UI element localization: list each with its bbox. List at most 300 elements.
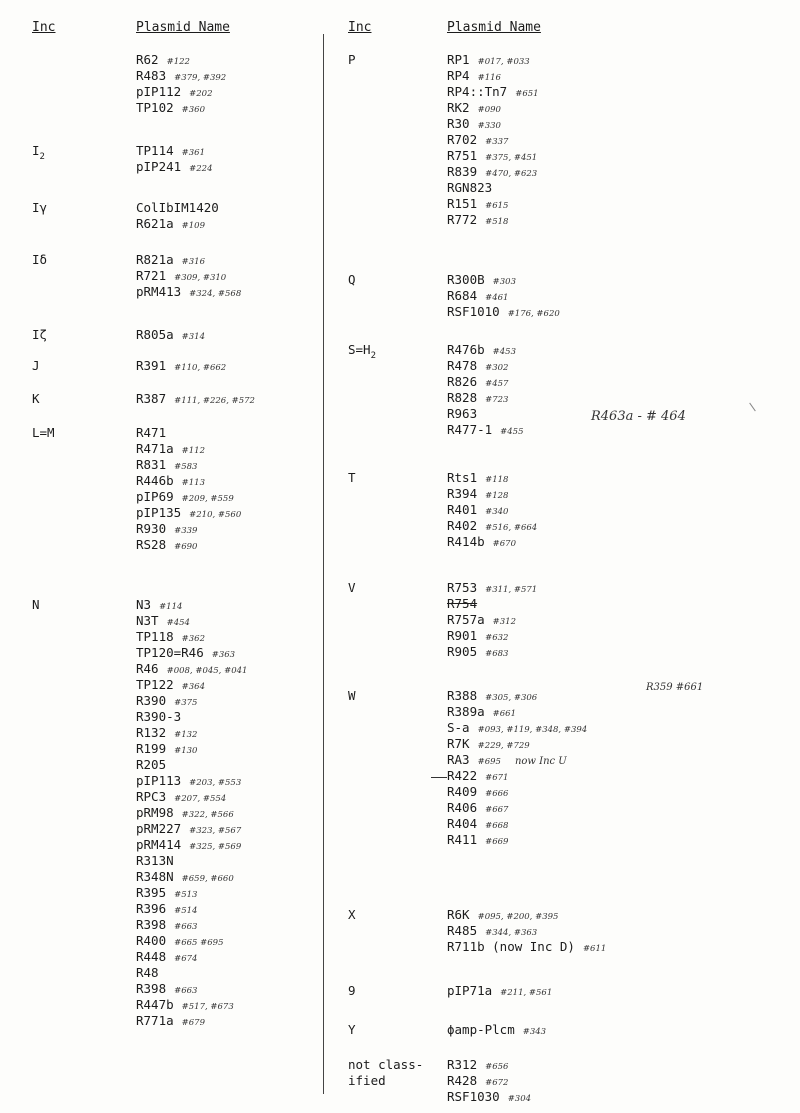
handwritten-number: #202 [189,89,213,99]
handwritten-number: #668 [485,821,509,831]
inc-label: 9 [348,983,356,998]
inc-label: Iζ [32,327,48,342]
handwritten-number: #659, #660 [181,874,234,884]
plasmid-row [447,374,524,390]
handwritten-number: #095, #200, #395 [477,912,559,922]
plasmid-name: R388 [447,688,478,703]
plasmid-name: RA3 [447,752,470,767]
plasmid-name: pIP71a [447,983,493,998]
inc-label: J [32,358,40,373]
handwritten-number: #111, #226, #572 [174,396,255,406]
plasmid-name: R721 [136,268,167,283]
plasmid-row [136,629,247,645]
handwritten-number: #632 [485,633,509,643]
handwritten-number: #670 [492,539,516,549]
handwritten-number: #364 [181,682,205,692]
plasmid-list [136,327,205,343]
plasmid-row [136,661,247,677]
handwritten-number: #671 [485,773,509,783]
plasmid-row [136,821,247,837]
plasmid-name: R401 [447,502,478,517]
plasmid-row [136,725,247,741]
plasmid-row [447,688,587,704]
plasmid-row [136,473,241,489]
handwritten-number: #661 [492,709,516,719]
plasmid-row [136,84,226,100]
plasmid-name: R151 [447,196,478,211]
handwritten-number: #518 [485,217,509,227]
handwritten-number: #128 [485,491,509,501]
plasmid-row [136,159,213,175]
plasmid-name: RP1 [447,52,470,67]
plasmid-list [447,1022,546,1038]
inc-label: L=M [32,425,55,440]
plasmid-row [136,677,247,693]
plasmid-row [447,704,587,720]
plasmid-name: N3 [136,597,152,612]
plasmid-row [447,390,524,406]
plasmid-row [447,342,524,358]
plasmid-name: R753 [447,580,478,595]
plasmid-name: pRM414 [136,837,182,852]
handwritten-number: #470, #623 [485,169,538,179]
plasmid-row [136,757,247,773]
plasmid-row [447,784,587,800]
handwritten-number: #360 [181,105,205,115]
plasmid-row [447,196,539,212]
plasmid-name: R483 [136,68,167,83]
plasmid-row [136,521,241,537]
handwritten-number: #207, #554 [174,794,227,804]
plasmid-row [136,901,247,917]
plasmid-row [136,358,226,374]
handwritten-number: #309, #310 [174,273,227,283]
plasmid-name: R446b [136,473,174,488]
plasmid-list [447,342,524,438]
handwritten-note-r463a: R463a - # 464 [591,409,686,424]
plasmid-name: R963 [447,406,478,421]
left-plasmid-name-header: Plasmid Name [136,20,230,35]
handwritten-number: #210, #560 [189,510,242,520]
plasmid-name: RGN823 [447,180,493,195]
handwritten-number: #516, #664 [485,523,538,533]
plasmid-name: R396 [136,901,167,916]
handwritten-number: #305, #306 [485,693,538,703]
plasmid-name: R390-3 [136,709,182,724]
plasmid-name: pIP112 [136,84,182,99]
plasmid-name: pIP241 [136,159,182,174]
handwritten-number: #665 #695 [174,938,224,948]
plasmid-row [447,580,537,596]
plasmid-row [136,869,247,885]
plasmid-row [447,907,606,923]
inc-label: K [32,391,40,406]
inc-subscript: 2 [370,351,376,361]
handwritten-number: #114 [159,602,183,612]
handwritten-number: #361 [181,148,205,158]
handwritten-number: #340 [485,507,509,517]
handwritten-number: #455 [500,427,524,437]
handwritten-number: #203, #553 [189,778,242,788]
handwritten-number: #344, #363 [485,928,538,938]
plasmid-list [136,143,213,175]
handwritten-number: #375, #451 [485,153,538,163]
plasmid-name: R132 [136,725,167,740]
plasmid-name: R471 [136,425,167,440]
plasmid-row [447,148,539,164]
plasmid-name: R398 [136,917,167,932]
plasmid-name: R422 [447,768,478,783]
plasmid-row [447,628,537,644]
plasmid-name: R621a [136,216,174,231]
plasmid-name: R478 [447,358,478,373]
plasmid-name: R400 [136,933,167,948]
handwritten-number: #112 [181,446,205,456]
handwritten-number: #363 [211,650,236,660]
inc-label: not class- ified [348,1057,424,1088]
plasmid-name: R477-1 [447,422,493,437]
plasmid-row [447,212,539,228]
plasmid-row [447,720,587,736]
handwritten-number: #211, #561 [500,988,553,998]
plasmid-list [447,688,587,848]
plasmid-list [447,272,560,320]
plasmid-row [447,1073,531,1089]
plasmid-row [136,391,255,407]
inc-label-wrap [348,342,376,360]
handwritten-number: #339 [174,526,198,536]
handwritten-number: #615 [485,201,509,211]
plasmid-list [136,597,247,1029]
inc-label: Iγ [32,200,48,215]
plasmid-row [136,1013,247,1029]
plasmid-name: TP120=R46 [136,645,204,660]
handwritten-number: #656 [485,1062,509,1072]
handwritten-number: #611 [582,944,607,954]
plasmid-row [136,805,247,821]
plasmid-name: R300B [447,272,485,287]
plasmid-name: TP102 [136,100,174,115]
plasmid-name: R389a [447,704,485,719]
plasmid-name: pRM98 [136,805,174,820]
plasmid-list [447,470,537,550]
plasmid-name: R485 [447,923,478,938]
plasmid-row [447,502,537,518]
handwritten-number: #679 [181,1018,205,1028]
plasmid-name: RSF1030 [447,1089,500,1104]
plasmid-name: R62 [136,52,159,67]
handwritten-number: #667 [485,805,509,815]
inc-label: I [32,143,40,158]
handwritten-number: #379, #392 [174,73,227,83]
handwritten-number: #130 [174,746,198,756]
plasmid-name: R46 [136,661,159,676]
plasmid-name: R930 [136,521,167,536]
plasmid-row [136,441,241,457]
plasmid-name: TP114 [136,143,174,158]
inc-label-wrap [32,143,45,161]
plasmid-name: R313N [136,853,174,868]
handwritten-number: #325, #569 [189,842,242,852]
handwritten-number: #330 [477,121,501,131]
inc-label: Y [348,1022,356,1037]
plasmid-row [136,52,226,68]
handwritten-number: #672 [485,1078,509,1088]
plasmid-row [447,816,587,832]
handwritten-number: #323, #567 [189,826,242,836]
plasmid-name: R395 [136,885,167,900]
plasmid-row [136,965,247,981]
plasmid-row [136,597,247,613]
plasmid-row [136,143,213,159]
plasmid-name: S-a [447,720,470,735]
plasmid-row [136,505,241,521]
plasmid-row [447,612,537,628]
plasmid-row [447,52,539,68]
plasmid-row [447,288,560,304]
handwritten-number: #113 [181,478,205,488]
plasmid-name: RP4 [447,68,470,83]
plasmid-name: R684 [447,288,478,303]
plasmid-name: R7K [447,736,470,751]
plasmid-row [447,644,537,660]
handwritten-number: #122 [166,57,190,67]
plasmid-name: R348N [136,869,174,884]
plasmid-name: R387 [136,391,167,406]
plasmid-name: R391 [136,358,167,373]
plasmid-row [136,100,226,116]
plasmid-name: R476b [447,342,485,357]
handwritten-number: #316 [181,257,205,267]
plasmid-list [136,52,226,116]
plasmid-name: RS28 [136,537,167,552]
plasmid-row [447,1022,546,1038]
handwritten-number: #304 [507,1094,532,1104]
handwritten-number: #454 [166,618,190,628]
plasmid-row [447,736,587,752]
plasmid-name: R828 [447,390,478,405]
handwritten-number: #116 [477,73,501,83]
handwritten-number: #312 [492,617,516,627]
plasmid-row [447,768,587,784]
plasmid-name: R448 [136,949,167,964]
plasmid-row [447,1089,531,1105]
plasmid-row [447,68,539,84]
plasmid-row [136,200,227,216]
plasmid-name: pIP135 [136,505,182,520]
handwritten-number: #513 [174,890,198,900]
plasmid-row [136,693,247,709]
handwritten-number: #337 [485,137,509,147]
plasmid-list [136,200,227,232]
handwritten-number: #723 [485,395,509,405]
plasmid-name: R404 [447,816,478,831]
plasmid-name: R702 [447,132,478,147]
plasmid-row [136,773,247,789]
handwritten-number: #090 [477,105,501,115]
handwritten-remark: now Inc U [514,756,567,767]
plasmid-name: ColIbIM1420 [136,200,219,215]
plasmid-row [136,741,247,757]
plasmid-row [136,425,241,441]
handwritten-number: #583 [174,462,198,472]
handwritten-number: #118 [485,475,509,485]
handwritten-number: #375 [174,698,198,708]
plasmid-name: R205 [136,757,167,772]
handwritten-number: #176, #620 [507,309,560,319]
plasmid-name: R905 [447,644,478,659]
plasmid-row [136,853,247,869]
handwritten-number: #666 [485,789,509,799]
plasmid-row [447,180,539,196]
handwritten-number: #229, #729 [477,741,530,751]
plasmid-row [136,216,227,232]
plasmid-name: R394 [447,486,478,501]
plasmid-name: pIP69 [136,489,174,504]
plasmid-name: R901 [447,628,478,643]
handwritten-number: #514 [174,906,198,916]
plasmid-name: R390 [136,693,167,708]
handwritten-number: #093, #119, #348, #394 [477,725,588,735]
plasmid-name: R6K [447,907,470,922]
plasmid-name: N3T [136,613,159,628]
plasmid-name: R839 [447,164,478,179]
plasmid-row [447,304,560,320]
plasmid-row [447,923,606,939]
plasmid-row [447,983,552,999]
handwritten-number: #695 [477,757,501,767]
handwritten-number: #669 [485,837,509,847]
plasmid-name: pIP113 [136,773,182,788]
handwritten-number: #663 [174,986,198,996]
plasmid-row [447,272,560,288]
plasmid-name: TP122 [136,677,174,692]
plasmid-name: R821a [136,252,174,267]
inc-label: P [348,52,356,67]
inc-label: Iδ [32,252,48,267]
handwritten-number: #224 [189,164,213,174]
handwritten-number: #109 [181,221,205,231]
handwritten-number: #690 [174,542,198,552]
plasmid-name: RP4::Tn7 [447,84,508,99]
pen-tick-mark [749,403,756,412]
inc-subscript: 2 [39,152,45,162]
plasmid-name: R771a [136,1013,174,1028]
handwritten-note-r359: R359 #661 [646,682,704,693]
plasmid-row [447,534,537,550]
plasmid-name: R398 [136,981,167,996]
handwritten-number: #453 [492,347,516,357]
handwritten-number: #457 [485,379,509,389]
plasmid-name: R447b [136,997,174,1012]
column-divider [323,34,324,1094]
plasmid-list [136,425,241,553]
handwritten-number: #008, #045, #041 [166,666,248,676]
plasmid-list [447,907,606,955]
handwritten-number: #209, #559 [181,494,234,504]
plasmid-name: R831 [136,457,167,472]
handwritten-number: #461 [485,293,509,303]
inc-label: N [32,597,40,612]
plasmid-row [136,268,241,284]
plasmid-name: pRM413 [136,284,182,299]
plasmid-name: R711b (now Inc D) [447,939,575,954]
plasmid-row [447,406,524,422]
inc-label: W [348,688,356,703]
plasmid-row [447,800,587,816]
handwritten-number: #322, #566 [181,810,234,820]
plasmid-row [136,917,247,933]
plasmid-row [136,837,247,853]
plasmid-row [136,885,247,901]
handwritten-number: #110, #662 [174,363,227,373]
plasmid-row [136,949,247,965]
plasmid-name: pRM227 [136,821,182,836]
right-plasmid-name-header: Plasmid Name [447,20,541,35]
plasmid-list [447,52,539,228]
plasmid-row [136,645,247,661]
plasmid-name: R428 [447,1073,478,1088]
plasmid-row [447,164,539,180]
handwritten-number: #132 [174,730,198,740]
plasmid-name: R411 [447,832,478,847]
plasmid-row [447,518,537,534]
plasmid-row [136,457,241,473]
plasmid-row [136,933,247,949]
plasmid-name: R30 [447,116,470,131]
plasmid-list [136,391,255,407]
plasmid-name: TP118 [136,629,174,644]
plasmid-row [447,132,539,148]
plasmid-name: RK2 [447,100,470,115]
plasmid-row [447,752,587,768]
plasmid-row [136,997,247,1013]
plasmid-list [136,358,226,374]
plasmid-name: R409 [447,784,478,799]
inc-label: X [348,907,356,922]
plasmid-row [447,358,524,374]
plasmid-name: ϕamp-Plcm [447,1022,515,1037]
plasmid-row [136,68,226,84]
inc-label: Q [348,272,356,287]
handwritten-number: #517, #673 [181,1002,234,1012]
inc-label: T [348,470,356,485]
plasmid-name: R751 [447,148,478,163]
plasmid-name: R48 [136,965,159,980]
plasmid-row [136,327,205,343]
plasmid-row [136,284,241,300]
handwritten-number: #674 [174,954,198,964]
handwritten-number: #343 [522,1027,547,1037]
plasmid-row [447,422,524,438]
plasmid-name: R414b [447,534,485,549]
plasmid-name: R757a [447,612,485,627]
handwritten-number: #017, #033 [477,57,530,67]
handwritten-number: #683 [485,649,509,659]
plasmid-list [447,983,552,999]
plasmid-row [447,486,537,502]
left-inc-header: Inc [32,20,56,35]
plasmid-list [136,252,241,300]
plasmid-name: RSF1010 [447,304,500,319]
plasmid-name: R402 [447,518,478,533]
plasmid-row [136,981,247,997]
plasmid-list [447,1057,531,1105]
plasmid-row [447,100,539,116]
plasmid-name: R471a [136,441,174,456]
plasmid-name: R826 [447,374,478,389]
plasmid-row [447,116,539,132]
